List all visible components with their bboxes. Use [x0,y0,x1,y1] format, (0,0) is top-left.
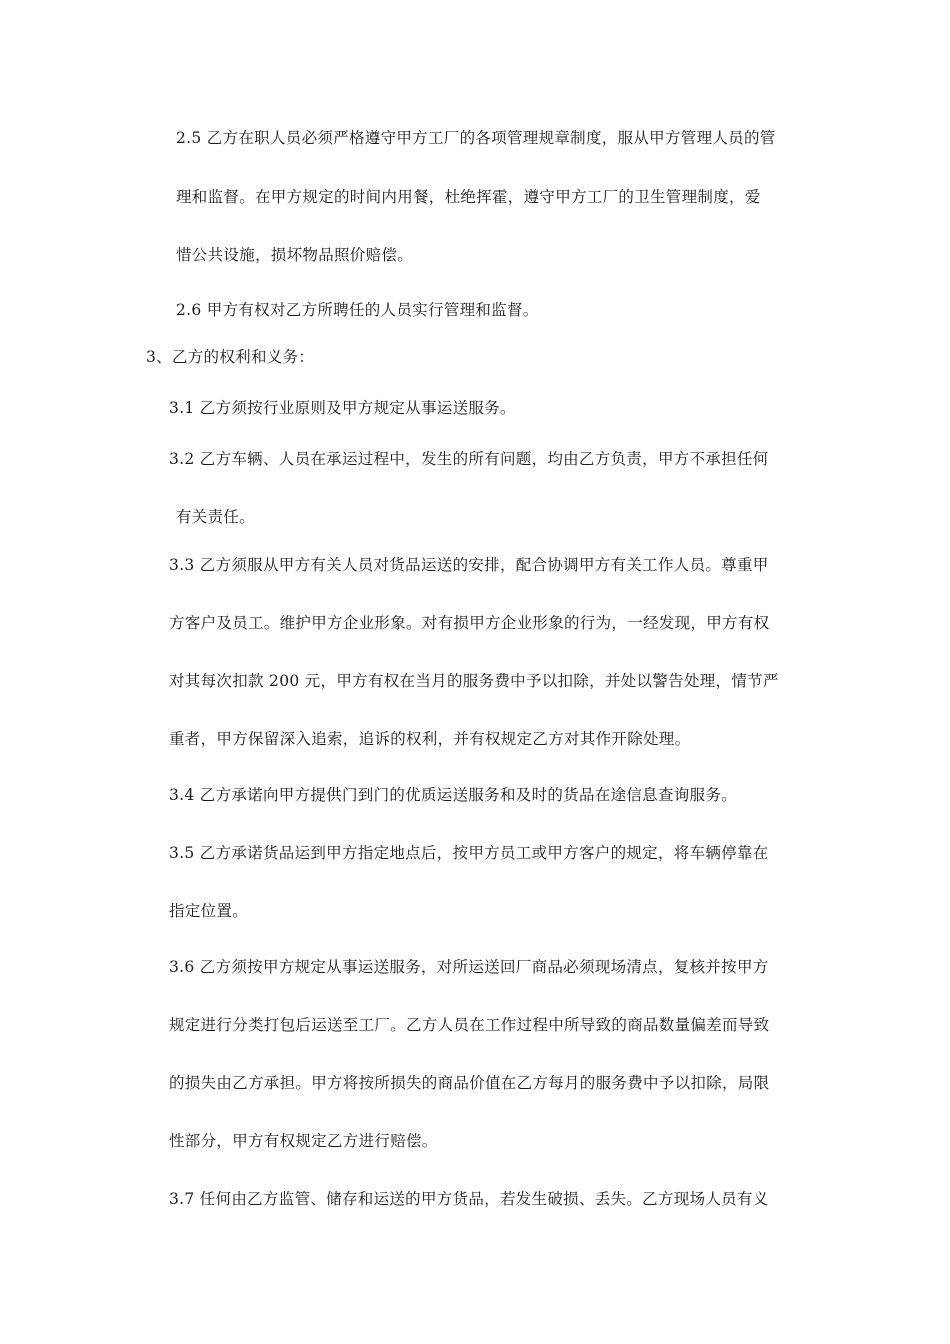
clause-3-4-line-1: 3.4 乙方承诺向甲方提供门到门的优质运送服务和及时的货品在途信息查询服务。 [169,786,737,804]
clause-3-6-line-2: 规定进行分类打包后运送至工厂。乙方人员在工作过程中所导致的商品数量偏差而导致 [169,1016,770,1034]
clause-3-3-line-3: 对其每次扣款 200 元，甲方有权在当月的服务费中予以扣除，并处以警告处理，情节严 [169,672,779,690]
section-3-heading: 3、乙方的权利和义务： [146,348,315,366]
clause-3-3-line-2: 方客户及员工。维护甲方企业形象。对有损甲方企业形象的行为，一经发现，甲方有权 [169,614,770,632]
clause-3-7-line-1: 3.7 任何由乙方监管、储存和运送的甲方货品，若发生破损、丢失。乙方现场人员有义 [169,1190,769,1208]
clause-3-5-line-1: 3.5 乙方承诺货品运到甲方指定地点后，按甲方员工或甲方客户的规定，将车辆停靠在 [169,844,769,862]
clause-2-6-line-1: 2.6 甲方有权对乙方所聘任的人员实行管理和监督。 [176,301,539,319]
clause-3-6-line-3: 的损失由乙方承担。甲方将按所损失的商品价值在乙方每月的服务费中予以扣除，局限 [169,1074,770,1092]
clause-3-3-line-4: 重者，甲方保留深入追索，追诉的权利，并有权规定乙方对其作开除处理。 [169,730,691,748]
clause-3-6-line-1: 3.6 乙方须按甲方规定从事运送服务，对所运送回厂商品必须现场清点，复核并按甲方 [169,958,769,976]
clause-3-6-line-4: 性部分，甲方有权规定乙方进行赔偿。 [169,1132,438,1150]
clause-3-1-line-1: 3.1 乙方须按行业原则及甲方规定从事运送服务。 [169,399,516,417]
clause-3-3-line-1: 3.3 乙方须服从甲方有关人员对货品运送的安排，配合协调甲方有关工作人员。尊重甲 [169,556,769,574]
clause-3-5-line-2: 指定位置。 [169,902,249,920]
clause-3-2-line-1: 3.2 乙方车辆、人员在承运过程中，发生的所有问题，均由乙方负责，甲方不承担任何 [169,450,769,468]
clause-2-5-line-3: 惜公共设施，损坏物品照价赔偿。 [176,246,414,264]
clause-3-2-line-2: 有关责任。 [176,508,256,526]
clause-2-5-line-1: 2.5 乙方在职人员必须严格遵守甲方工厂的各项管理规章制度，服从甲方管理人员的管 [176,129,776,147]
clause-2-5-line-2: 理和监督。在甲方规定的时间内用餐，杜绝挥霍，遵守甲方工厂的卫生管理制度，爱 [176,188,761,206]
